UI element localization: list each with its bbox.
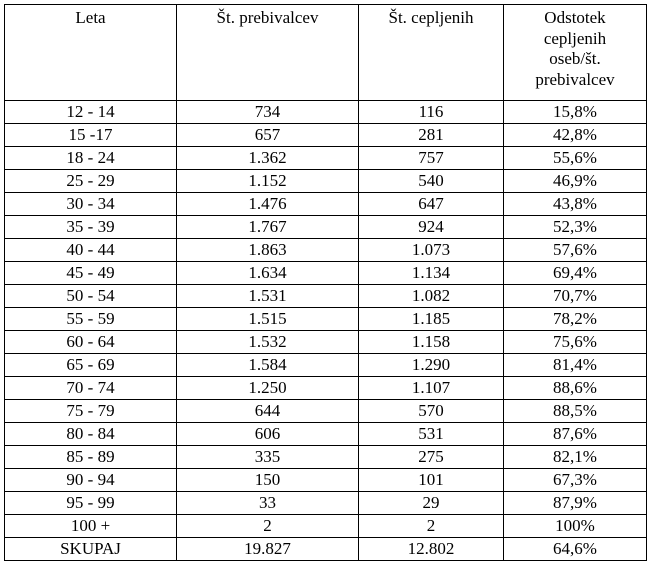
table-row (5, 446, 647, 469)
cell-vaccinated: 570 (359, 400, 504, 423)
cell-percent: 52,3% (504, 216, 647, 239)
cell-vaccinated: 757 (359, 147, 504, 170)
table-row (5, 331, 647, 354)
cell-age: 85 - 89 (5, 446, 177, 469)
cell-population: 1.532 (177, 331, 359, 354)
table-row (5, 193, 647, 216)
cell-vaccinated: 281 (359, 124, 504, 147)
cell-population: 1.531 (177, 285, 359, 308)
cell-population: 1.767 (177, 216, 359, 239)
cell-percent: 81,4% (504, 354, 647, 377)
table-row (5, 400, 647, 423)
cell-percent: 55,6% (504, 147, 647, 170)
cell-percent: 75,6% (504, 331, 647, 354)
cell-vaccinated: 116 (359, 101, 504, 124)
cell-vaccinated: 1.185 (359, 308, 504, 331)
cell-vaccinated: 540 (359, 170, 504, 193)
header-percent-line: prebivalcev (535, 69, 615, 89)
total-percent: 64,6% (504, 538, 647, 561)
table-row (5, 124, 647, 147)
table-row (5, 170, 647, 193)
cell-population: 33 (177, 492, 359, 515)
table-row (5, 285, 647, 308)
table-row (5, 423, 647, 446)
cell-population: 1.250 (177, 377, 359, 400)
header-population: Št. prebivalcev (177, 5, 359, 101)
cell-percent: 88,5% (504, 400, 647, 423)
cell-percent: 42,8% (504, 124, 647, 147)
cell-population: 606 (177, 423, 359, 446)
table-row (5, 216, 647, 239)
header-percent (504, 5, 647, 101)
cell-percent: 57,6% (504, 239, 647, 262)
table-row (5, 492, 647, 515)
cell-vaccinated: 2 (359, 515, 504, 538)
vaccination-table (4, 4, 647, 561)
cell-age: 12 - 14 (5, 101, 177, 124)
cell-vaccinated: 29 (359, 492, 504, 515)
cell-age: 50 - 54 (5, 285, 177, 308)
cell-age: 55 - 59 (5, 308, 177, 331)
total-population: 19.827 (177, 538, 359, 561)
cell-age: 60 - 64 (5, 331, 177, 354)
header-percent-line: cepljenih (543, 28, 607, 48)
cell-population: 1.863 (177, 239, 359, 262)
cell-vaccinated: 924 (359, 216, 504, 239)
cell-population: 1.476 (177, 193, 359, 216)
cell-age: 95 - 99 (5, 492, 177, 515)
cell-vaccinated: 1.290 (359, 354, 504, 377)
cell-vaccinated: 647 (359, 193, 504, 216)
cell-age: 30 - 34 (5, 193, 177, 216)
cell-vaccinated: 101 (359, 469, 504, 492)
cell-vaccinated: 1.158 (359, 331, 504, 354)
cell-vaccinated: 1.073 (359, 239, 504, 262)
cell-population: 1.584 (177, 354, 359, 377)
cell-vaccinated: 1.082 (359, 285, 504, 308)
cell-population: 644 (177, 400, 359, 423)
table-row (5, 239, 647, 262)
header-age: Leta (5, 5, 177, 101)
cell-population: 1.515 (177, 308, 359, 331)
table-row (5, 469, 647, 492)
cell-percent: 82,1% (504, 446, 647, 469)
total-vaccinated: 12.802 (359, 538, 504, 561)
cell-age: 25 - 29 (5, 170, 177, 193)
cell-age: 70 - 74 (5, 377, 177, 400)
cell-percent: 87,9% (504, 492, 647, 515)
cell-population: 150 (177, 469, 359, 492)
cell-age: 45 - 49 (5, 262, 177, 285)
cell-population: 335 (177, 446, 359, 469)
cell-population: 1.152 (177, 170, 359, 193)
cell-vaccinated: 1.134 (359, 262, 504, 285)
cell-population: 734 (177, 101, 359, 124)
table-row (5, 101, 647, 124)
total-row (5, 538, 647, 561)
cell-percent: 69,4% (504, 262, 647, 285)
cell-age: 75 - 79 (5, 400, 177, 423)
cell-age: 80 - 84 (5, 423, 177, 446)
header-vaccinated: Št. cepljenih (359, 5, 504, 101)
table-row (5, 377, 647, 400)
cell-percent: 67,3% (504, 469, 647, 492)
cell-age: 100 + (5, 515, 177, 538)
cell-age: 40 - 44 (5, 239, 177, 262)
cell-population: 657 (177, 124, 359, 147)
cell-percent: 100% (504, 515, 647, 538)
cell-percent: 43,8% (504, 193, 647, 216)
cell-age: 18 - 24 (5, 147, 177, 170)
cell-population: 1.362 (177, 147, 359, 170)
cell-age: 15 -17 (5, 124, 177, 147)
table-row (5, 308, 647, 331)
cell-percent: 78,2% (504, 308, 647, 331)
cell-percent: 46,9% (504, 170, 647, 193)
table-row (5, 515, 647, 538)
table-row (5, 262, 647, 285)
total-label: SKUPAJ (5, 538, 177, 561)
header-percent-line: Odstotek (544, 8, 606, 27)
cell-percent: 15,8% (504, 101, 647, 124)
cell-percent: 70,7% (504, 285, 647, 308)
table-row (5, 147, 647, 170)
cell-population: 1.634 (177, 262, 359, 285)
header-percent-line: oseb/št. (549, 49, 601, 68)
table-header-row (5, 5, 647, 101)
cell-age: 90 - 94 (5, 469, 177, 492)
cell-vaccinated: 1.107 (359, 377, 504, 400)
cell-age: 35 - 39 (5, 216, 177, 239)
cell-vaccinated: 275 (359, 446, 504, 469)
cell-percent: 88,6% (504, 377, 647, 400)
cell-vaccinated: 531 (359, 423, 504, 446)
cell-percent: 87,6% (504, 423, 647, 446)
table-row (5, 354, 647, 377)
cell-age: 65 - 69 (5, 354, 177, 377)
cell-population: 2 (177, 515, 359, 538)
